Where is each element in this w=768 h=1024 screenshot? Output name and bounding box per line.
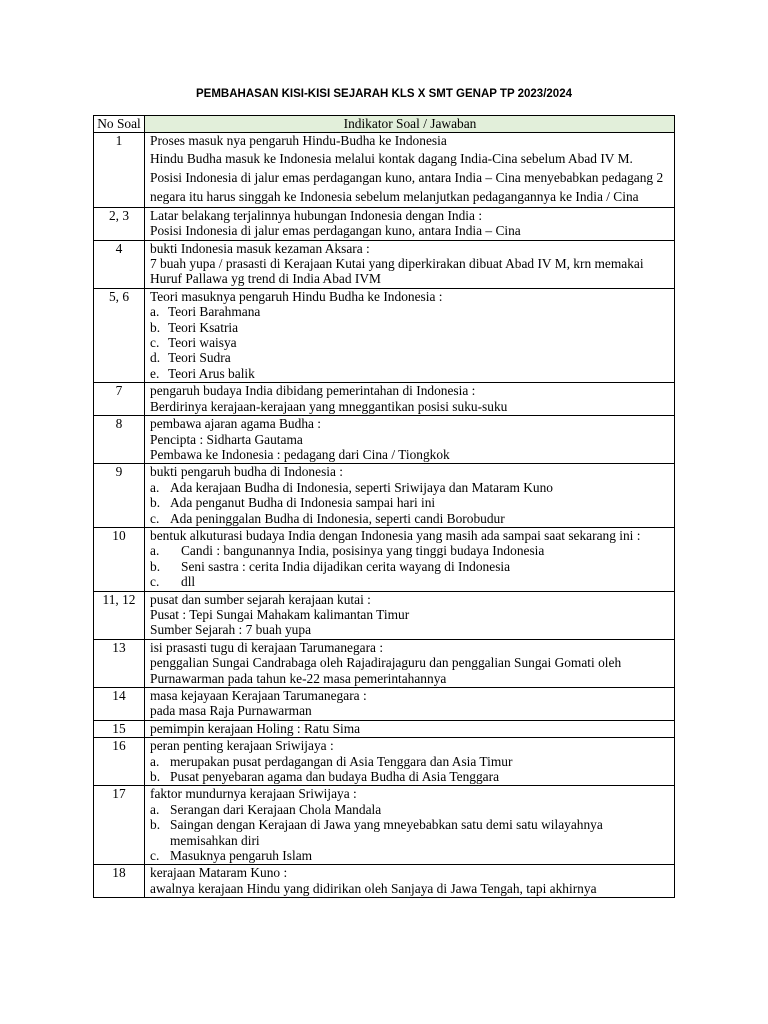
answer-list [150,754,670,785]
table-row [94,464,675,528]
row-answer [145,720,675,737]
list-item-text: merupakan pusat perdagangan di Asia Tenggara dan Asia Timur [170,753,513,769]
list-marker: b. [150,495,161,511]
list-marker: b. [150,319,161,335]
list-item [150,320,670,335]
list-item [150,769,670,784]
header-no-soal: No Soal [94,116,145,133]
row-number: 11, 12 [94,591,145,639]
table-row [94,207,675,240]
answer-line: peran penting kerajaan Sriwijaya : [150,738,334,754]
answer-list [150,480,670,526]
list-item-text: Serangan dari Kerajaan Chola Mandala [170,801,382,817]
row-number: 15 [94,720,145,737]
answer-line: Pembawa ke Indonesia : pedagang dari Cina / Tiongkok [150,446,450,462]
list-item-text: Masuknya pengaruh Islam [170,848,313,864]
row-answer [145,591,675,639]
row-answer [145,240,675,288]
row-answer [145,464,675,528]
answer-line: bukti pengaruh budha di Indonesia : [150,464,344,480]
row-number: 8 [94,416,145,464]
list-marker: a. [150,479,160,495]
list-item-text: Pusat penyebaran agama dan budaya Budha di Asia Tenggara [170,769,500,785]
row-answer [145,133,675,207]
answer-line: Pencipta : Sidharta Gautama [150,431,303,447]
list-item-text: Teori Ksatria [168,319,239,335]
answer-line: penggalian Sungai Candrabaga oleh Rajadirajaguru dan penggalian Sungai Gomati oleh Purnawarman pada tahun ke-22 masa pemerintahannya [150,655,622,686]
answer-line: pemimpin kerajaan Holing : Ratu Sima [150,720,361,736]
row-answer [145,865,675,898]
list-marker: d. [150,350,161,366]
list-marker: e. [150,365,160,381]
row-answer [145,738,675,786]
answer-line: pengaruh budaya India dibidang pemerintahan di Indonesia : [150,383,476,399]
row-answer [145,207,675,240]
list-marker: b. [150,558,161,574]
kisi-kisi-table [93,115,675,898]
answer-line: isi prasasti tugu di kerajaan Tarumanegara : [150,639,384,655]
answer-line: Latar belakang terjalinnya hubungan Indonesia dengan India : [150,207,483,223]
list-item [150,304,670,319]
list-marker: a. [150,753,160,769]
answer-list [150,304,670,381]
list-item-text: Ada kerajaan Budha di Indonesia, seperti Sriwijaya dan Mataram Kuno [170,479,553,495]
table-row [94,738,675,786]
table-row [94,639,675,687]
list-item-text: Saingan dengan Kerajaan di Jawa yang mneyebabkan satu demi satu wilayahnya memisahkan diri [170,817,603,848]
document-title: PEMBAHASAN KISI-KISI SEJARAH KLS X SMT GENAP TP 2023/2024 [196,88,572,100]
row-number: 16 [94,738,145,786]
list-item [150,335,670,350]
list-marker: b. [150,769,161,785]
answer-line: kerajaan Mataram Kuno : [150,865,288,881]
list-item [150,543,670,558]
row-answer [145,786,675,865]
answer-paragraph: Posisi Indonesia di jalur emas perdagangan kuno, antara India – Cina menyebabkan pedagang 2 negara itu harus singgah ke Indonesia sebelum melanjutkan pedagangannya ke India / Cina [150,169,664,204]
table-row [94,720,675,737]
list-item [150,495,670,510]
row-number: 14 [94,688,145,721]
list-marker: c. [150,510,160,526]
list-marker: a. [150,304,160,320]
list-item [150,366,670,381]
list-item [150,574,670,589]
answer-line: Proses masuk nya pengaruh Hindu-Budha ke Indonesia [150,133,447,149]
row-answer [145,527,675,591]
list-item [150,817,670,848]
list-item-text: Ada peninggalan Budha di Indonesia, seperti candi Borobudur [170,510,505,526]
row-number: 7 [94,383,145,416]
row-answer [145,383,675,416]
list-item [150,480,670,495]
table-row [94,786,675,865]
answer-line: pada masa Raja Purnawarman [150,703,312,719]
answer-line: faktor mundurnya kerajaan Sriwijaya : [150,786,357,802]
row-answer [145,688,675,721]
list-item-text: Teori Barahmana [168,304,261,320]
list-item [150,559,670,574]
row-answer [145,639,675,687]
list-marker: c. [150,335,160,351]
answer-line: Sumber Sejarah : 7 buah yupa [150,622,312,638]
answer-line: awalnya kerajaan Hindu yang didirikan oleh Sanjaya di Jawa Tengah, tapi akhirnya [150,880,597,896]
table-row [94,416,675,464]
row-number: 4 [94,240,145,288]
answer-line: pusat dan sumber sejarah kerajaan kutai : [150,591,371,607]
list-item-text: Teori Arus balik [168,365,255,381]
table-row [94,527,675,591]
table-row [94,240,675,288]
answer-line: Berdirinya kerajaan-kerajaan yang mneggantikan posisi suku-suku [150,398,508,414]
list-marker: a. [150,543,160,559]
list-item [150,511,670,526]
header-indikator: Indikator Soal / Jawaban [145,116,675,133]
list-item-text: dll [181,574,196,590]
row-number: 9 [94,464,145,528]
row-number: 13 [94,639,145,687]
table-row [94,865,675,898]
table-row [94,591,675,639]
list-marker: a. [150,801,160,817]
row-answer [145,416,675,464]
row-number: 17 [94,786,145,865]
answer-list [150,802,670,864]
list-marker: c. [150,848,160,864]
list-item-text: Teori waisya [168,335,237,351]
answer-line: masa kejayaan Kerajaan Tarumanegara : [150,688,367,703]
list-marker: c. [150,574,160,590]
list-item [150,848,670,863]
answer-list [150,543,670,589]
list-item [150,754,670,769]
table-row [94,383,675,416]
table-row [94,133,675,207]
answer-line: Posisi Indonesia di jalur emas perdagangan kuno, antara India – Cina [150,223,521,239]
list-item-text: Ada penganut Budha di Indonesia sampai hari ini [170,495,436,511]
list-marker: b. [150,817,161,833]
list-item-text: Teori Sudra [168,350,231,366]
table-header-row [94,116,675,133]
row-number: 18 [94,865,145,898]
answer-line: pembawa ajaran agama Budha : [150,416,322,432]
list-item-text: Candi : bangunannya India, posisinya yang tinggi budaya Indonesia [181,543,545,559]
list-item [150,350,670,365]
answer-line: Teori masuknya pengaruh Hindu Budha ke Indonesia : [150,288,443,304]
table-row [94,688,675,721]
row-number: 2, 3 [94,207,145,240]
table-row [94,288,675,382]
answer-line: bentuk alkuturasi budaya India dengan Indonesia yang masih ada sampai saat sekarang ini : [150,527,641,543]
list-item-text: Seni sastra : cerita India dijadikan cerita wayang di Indonesia [181,558,511,574]
row-answer [145,288,675,382]
answer-line: 7 buah yupa / prasasti di Kerajaan Kutai yang diperkirakan dibuat Abad IV M, krn memakai Huruf Pallawa yg trend di India Abad IVM [150,256,644,287]
row-number: 5, 6 [94,288,145,382]
row-number: 1 [94,133,145,207]
answer-line: Pusat : Tepi Sungai Mahakam kalimantan Timur [150,606,410,622]
row-number: 10 [94,527,145,591]
answer-line: bukti Indonesia masuk kezaman Aksara : [150,240,370,256]
list-item [150,802,670,817]
answer-paragraph: Hindu Budha masuk ke Indonesia melalui kontak dagang India-Cina sebelum Abad IV M. [150,150,633,166]
